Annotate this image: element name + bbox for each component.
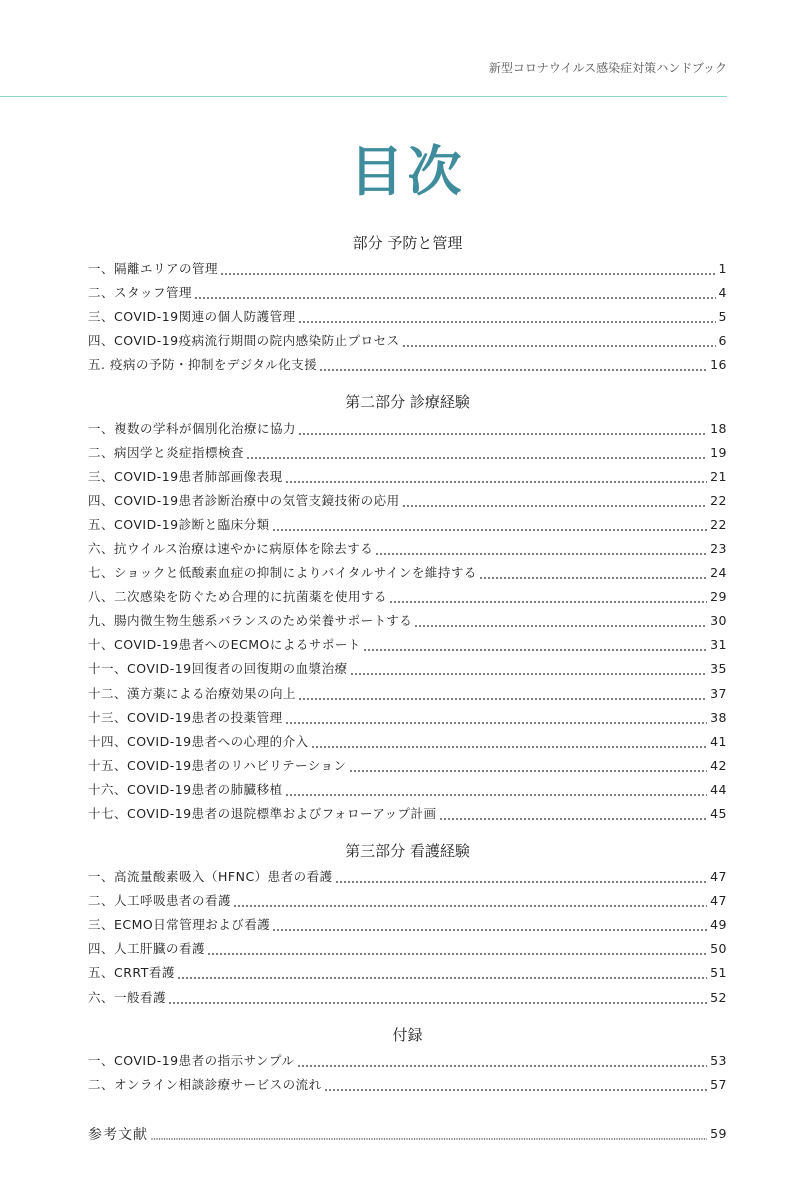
toc-entry bbox=[88, 754, 727, 778]
toc-entry bbox=[88, 561, 727, 585]
toc-entry bbox=[88, 353, 727, 377]
toc-entry-label: 十三、COVID-19患者の投薬管理 bbox=[88, 709, 283, 725]
dot-leader bbox=[286, 481, 707, 483]
toc-entry-page: 49 bbox=[710, 917, 727, 933]
toc-entry-page: 22 bbox=[710, 516, 727, 532]
toc-entry bbox=[88, 682, 727, 706]
running-header-title: 新型コロナウイルス感染症対策ハンドブック bbox=[488, 61, 727, 75]
toc-entry-page: 1 bbox=[718, 261, 727, 277]
toc-sections bbox=[88, 231, 727, 1097]
toc-entry-label: 二、人工呼吸患者の看護 bbox=[88, 893, 232, 909]
dot-leader bbox=[286, 794, 707, 796]
toc-entry-page: 45 bbox=[710, 806, 727, 822]
toc-entry-page: 47 bbox=[710, 869, 727, 885]
toc-entry-label: 参考文献 bbox=[88, 1126, 148, 1143]
toc-entry bbox=[88, 609, 727, 633]
toc-entry bbox=[88, 585, 727, 609]
toc-entry-label: 十二、漢方薬による治療効果の向上 bbox=[88, 685, 297, 701]
toc-entry-label: 八、二次感染を防ぐため合理的に抗菌薬を使用する bbox=[88, 589, 388, 605]
toc-entry bbox=[88, 802, 727, 826]
toc-entry-label: 一、複数の学科が個別化治療に協力 bbox=[88, 420, 297, 436]
toc-section bbox=[88, 839, 727, 1010]
toc-entry bbox=[88, 281, 727, 305]
toc-entry-page: 50 bbox=[710, 941, 727, 957]
toc-entry-label: 四、人工肝臓の看護 bbox=[88, 941, 206, 957]
toc-entry-page: 38 bbox=[710, 709, 727, 725]
toc-entry-page: 19 bbox=[710, 444, 727, 460]
toc-entry-label: 六、一般看護 bbox=[88, 989, 167, 1005]
toc-entry-page: 16 bbox=[710, 357, 727, 373]
toc-entry bbox=[88, 513, 727, 537]
dot-leader bbox=[299, 321, 716, 323]
toc-entry-page: 31 bbox=[710, 637, 727, 653]
toc-entry-page: 35 bbox=[710, 661, 727, 677]
toc-entry bbox=[88, 1049, 727, 1073]
toc-entry-label: 一、高流量酸素吸入（HFNC）患者の看護 bbox=[88, 869, 333, 885]
toc-entry bbox=[88, 865, 727, 889]
toc-entry-page: 18 bbox=[710, 420, 727, 436]
toc-entry bbox=[88, 329, 727, 353]
toc-entry-page: 23 bbox=[710, 540, 727, 556]
toc-section bbox=[88, 1023, 727, 1097]
dot-leader bbox=[195, 297, 716, 299]
header-divider bbox=[0, 96, 727, 97]
toc-section bbox=[88, 231, 727, 377]
dot-leader bbox=[286, 722, 707, 724]
section-heading: 部分 予防と管理 bbox=[352, 234, 463, 252]
dot-leader bbox=[221, 273, 716, 275]
dot-leader bbox=[247, 457, 707, 459]
page-title: 目次 bbox=[349, 140, 466, 203]
dot-leader bbox=[273, 929, 707, 931]
toc-entry-page: 24 bbox=[710, 565, 727, 581]
toc-entry-page: 37 bbox=[710, 685, 727, 701]
toc-entry-page: 57 bbox=[710, 1076, 727, 1092]
toc-entry bbox=[88, 1073, 727, 1097]
toc-entry-page: 47 bbox=[710, 893, 727, 909]
toc-entry bbox=[88, 305, 727, 329]
dot-leader bbox=[376, 553, 707, 555]
toc-entry-page: 22 bbox=[710, 492, 727, 508]
toc-entry bbox=[88, 489, 727, 513]
toc-entry-page: 59 bbox=[710, 1126, 727, 1142]
toc-entry bbox=[88, 961, 727, 985]
toc-entry-references bbox=[88, 1122, 727, 1146]
toc-entry-label: 六、抗ウイルス治療は速やかに病原体を除去する bbox=[88, 540, 374, 556]
dot-leader bbox=[178, 977, 707, 979]
toc-entry-label: 十四、COVID-19患者への心理的介入 bbox=[88, 733, 309, 749]
toc-entry-page: 4 bbox=[718, 285, 727, 301]
dot-leader bbox=[403, 505, 707, 507]
toc-entry-page: 5 bbox=[718, 309, 727, 325]
toc-entry bbox=[88, 657, 727, 681]
toc-entry-label: 三、COVID-19関連の個人防護管理 bbox=[88, 309, 296, 325]
dot-leader bbox=[336, 881, 707, 883]
toc-entry bbox=[88, 537, 727, 561]
toc-entry bbox=[88, 465, 727, 489]
dot-leader bbox=[312, 746, 707, 748]
dot-leader bbox=[208, 953, 707, 955]
toc-entry-page: 53 bbox=[710, 1052, 727, 1068]
dot-leader bbox=[440, 818, 708, 820]
dot-leader bbox=[273, 529, 707, 531]
toc-entry-label: 一、隔離エリアの管理 bbox=[88, 261, 219, 277]
dot-leader bbox=[403, 345, 716, 347]
toc-entry bbox=[88, 633, 727, 657]
toc-entry-label: 二、オンライン相談診療サービスの流れ bbox=[88, 1076, 322, 1092]
dot-leader bbox=[480, 577, 707, 579]
toc-entry-page: 44 bbox=[710, 781, 727, 797]
toc-entry-label: 十六、COVID-19患者の肺臓移植 bbox=[88, 781, 283, 797]
toc-entry-label: 十一、COVID-19回復者の回復期の血漿治療 bbox=[88, 661, 348, 677]
toc-entry bbox=[88, 889, 727, 913]
toc-entry-page: 51 bbox=[710, 965, 727, 981]
toc-entry-label: 二、病因学と炎症指標検査 bbox=[88, 444, 245, 460]
section-heading: 付録 bbox=[392, 1025, 423, 1044]
dot-leader bbox=[351, 673, 707, 675]
dot-leader bbox=[299, 698, 707, 700]
toc-entry-label: 一、COVID-19患者の指示サンプル bbox=[88, 1052, 295, 1068]
dot-leader bbox=[298, 1065, 708, 1067]
toc-entry bbox=[88, 986, 727, 1010]
toc-entry bbox=[88, 730, 727, 754]
toc-entry bbox=[88, 706, 727, 730]
toc-entry-page: 41 bbox=[710, 733, 727, 749]
toc-entry bbox=[88, 441, 727, 465]
dot-leader bbox=[325, 1089, 707, 1091]
toc-entry-label: 五、COVID-19診断と臨床分類 bbox=[88, 516, 270, 532]
toc-entry-page: 6 bbox=[718, 333, 727, 349]
dot-leader bbox=[169, 1002, 707, 1004]
dot-leader bbox=[320, 369, 707, 371]
toc-entry-label: 三、ECMO日常管理および看護 bbox=[88, 917, 271, 933]
table-of-contents bbox=[88, 231, 727, 1146]
toc-entry bbox=[88, 937, 727, 961]
toc-entry-label: 二、スタッフ管理 bbox=[88, 285, 193, 301]
toc-entry-label: 五. 疫病の予防・抑制をデジタル化支援 bbox=[88, 357, 318, 373]
toc-entry bbox=[88, 416, 727, 440]
toc-entry-label: 三、COVID-19患者肺部画像表現 bbox=[88, 468, 283, 484]
toc-entry-page: 21 bbox=[710, 468, 727, 484]
toc-entry-label: 九、腸内微生物生態系バランスのため栄養サポートする bbox=[88, 613, 413, 629]
toc-entry-label: 十、COVID-19患者へのECMOによるサポート bbox=[88, 637, 361, 653]
toc-entry bbox=[88, 257, 727, 281]
toc-entry-page: 42 bbox=[710, 757, 727, 773]
toc-entry-label: 十七、COVID-19患者の退院標準およびフォローアップ計画 bbox=[88, 806, 437, 822]
dot-leader bbox=[234, 905, 707, 907]
toc-entry-page: 29 bbox=[710, 589, 727, 605]
toc-entry-label: 四、COVID-19患者診断治療中の気管支鏡技術の応用 bbox=[88, 492, 400, 508]
toc-entry-label: 五、CRRT看護 bbox=[88, 965, 175, 981]
dot-leader bbox=[350, 770, 708, 772]
toc-entry-label: 七、ショックと低酸素血症の抑制によりバイタルサインを維持する bbox=[88, 565, 477, 581]
dot-leader bbox=[415, 625, 707, 627]
toc-entry bbox=[88, 778, 727, 802]
toc-section bbox=[88, 390, 727, 826]
toc-entry bbox=[88, 913, 727, 937]
toc-entry-page: 30 bbox=[710, 613, 727, 629]
dot-leader bbox=[151, 1138, 707, 1140]
toc-entry-page: 52 bbox=[710, 989, 727, 1005]
dot-leader bbox=[364, 649, 707, 651]
section-heading: 第二部分 診療経験 bbox=[345, 393, 470, 412]
dot-leader bbox=[299, 433, 707, 435]
toc-entry-label: 四、COVID-19疫病流行期間の院内感染防止プロセス bbox=[88, 333, 400, 349]
toc-entry-label: 十五、COVID-19患者のリハビリテーション bbox=[88, 757, 347, 773]
dot-leader bbox=[390, 601, 707, 603]
section-heading: 第三部分 看護経験 bbox=[345, 842, 470, 861]
